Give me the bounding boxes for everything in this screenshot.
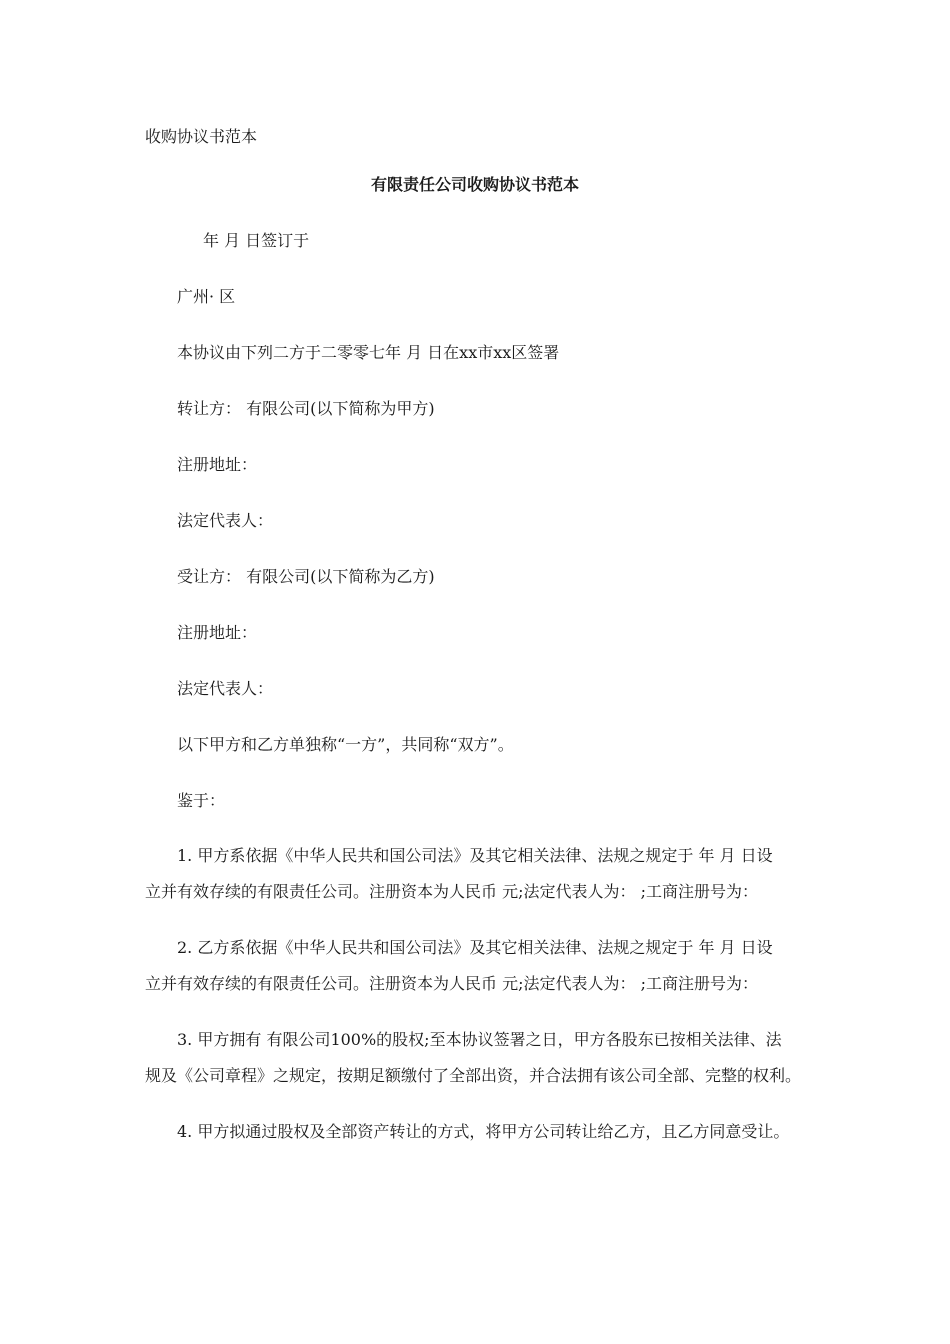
document-label: 收购协议书范本 [145, 127, 258, 146]
clause-2-line-1: 2. 乙方系依据《中华人民共和国公司法》及其它相关法律、法规之规定于 年 月 日设 [177, 938, 773, 957]
clause-1 [145, 845, 810, 903]
clause-2-line-2: 立并有效存续的有限责任公司。注册资本为人民币 元;法定代表人为： ;工商注册号为： [145, 974, 758, 993]
transferee-representative-line: 法定代表人： [177, 679, 274, 698]
clause-3-line-1: 3. 甲方拥有 有限公司100%的股权;至本协议签署之日，甲方各股东已按相关法律、法 [177, 1030, 782, 1049]
document-title: 有限责任公司收购协议书范本 [370, 175, 579, 194]
clause-1-line-1: 1. 甲方系依据《中华人民共和国公司法》及其它相关法律、法规之规定于 年 月 日设 [177, 846, 773, 865]
collective-reference-line: 以下甲方和乙方单独称“一方”，共同称“双方”。 [177, 735, 514, 754]
transferor-line: 转让方： 有限公司(以下简称为甲方) [177, 399, 435, 418]
clause-4-line-1: 4. 甲方拟通过股权及全部资产转让的方式，将甲方公司转让给乙方，且乙方同意受让。 [177, 1122, 790, 1141]
clause-3 [145, 1029, 810, 1087]
agreement-intro-line: 本协议由下列二方于二零零七年 月 日在xx市xx区签署 [177, 343, 560, 362]
clause-4 [145, 1121, 810, 1143]
signing-date-line: 年 月 日签订于 [203, 231, 310, 250]
whereas-label: 鉴于： [177, 791, 226, 810]
transferor-representative-line: 法定代表人： [177, 511, 274, 530]
signing-place-line: 广州· 区 [177, 287, 236, 306]
transferee-line: 受让方： 有限公司(以下简称为乙方) [177, 567, 435, 586]
clause-1-line-2: 立并有效存续的有限责任公司。注册资本为人民币 元;法定代表人为： ;工商注册号为： [145, 882, 758, 901]
clause-2 [145, 937, 810, 995]
transferee-address-line: 注册地址： [177, 623, 258, 642]
clause-3-line-2: 规及《公司章程》之规定，按期足额缴付了全部出资，并合法拥有该公司全部、完整的权利。 [145, 1066, 802, 1085]
transferor-address-line: 注册地址： [177, 455, 258, 474]
